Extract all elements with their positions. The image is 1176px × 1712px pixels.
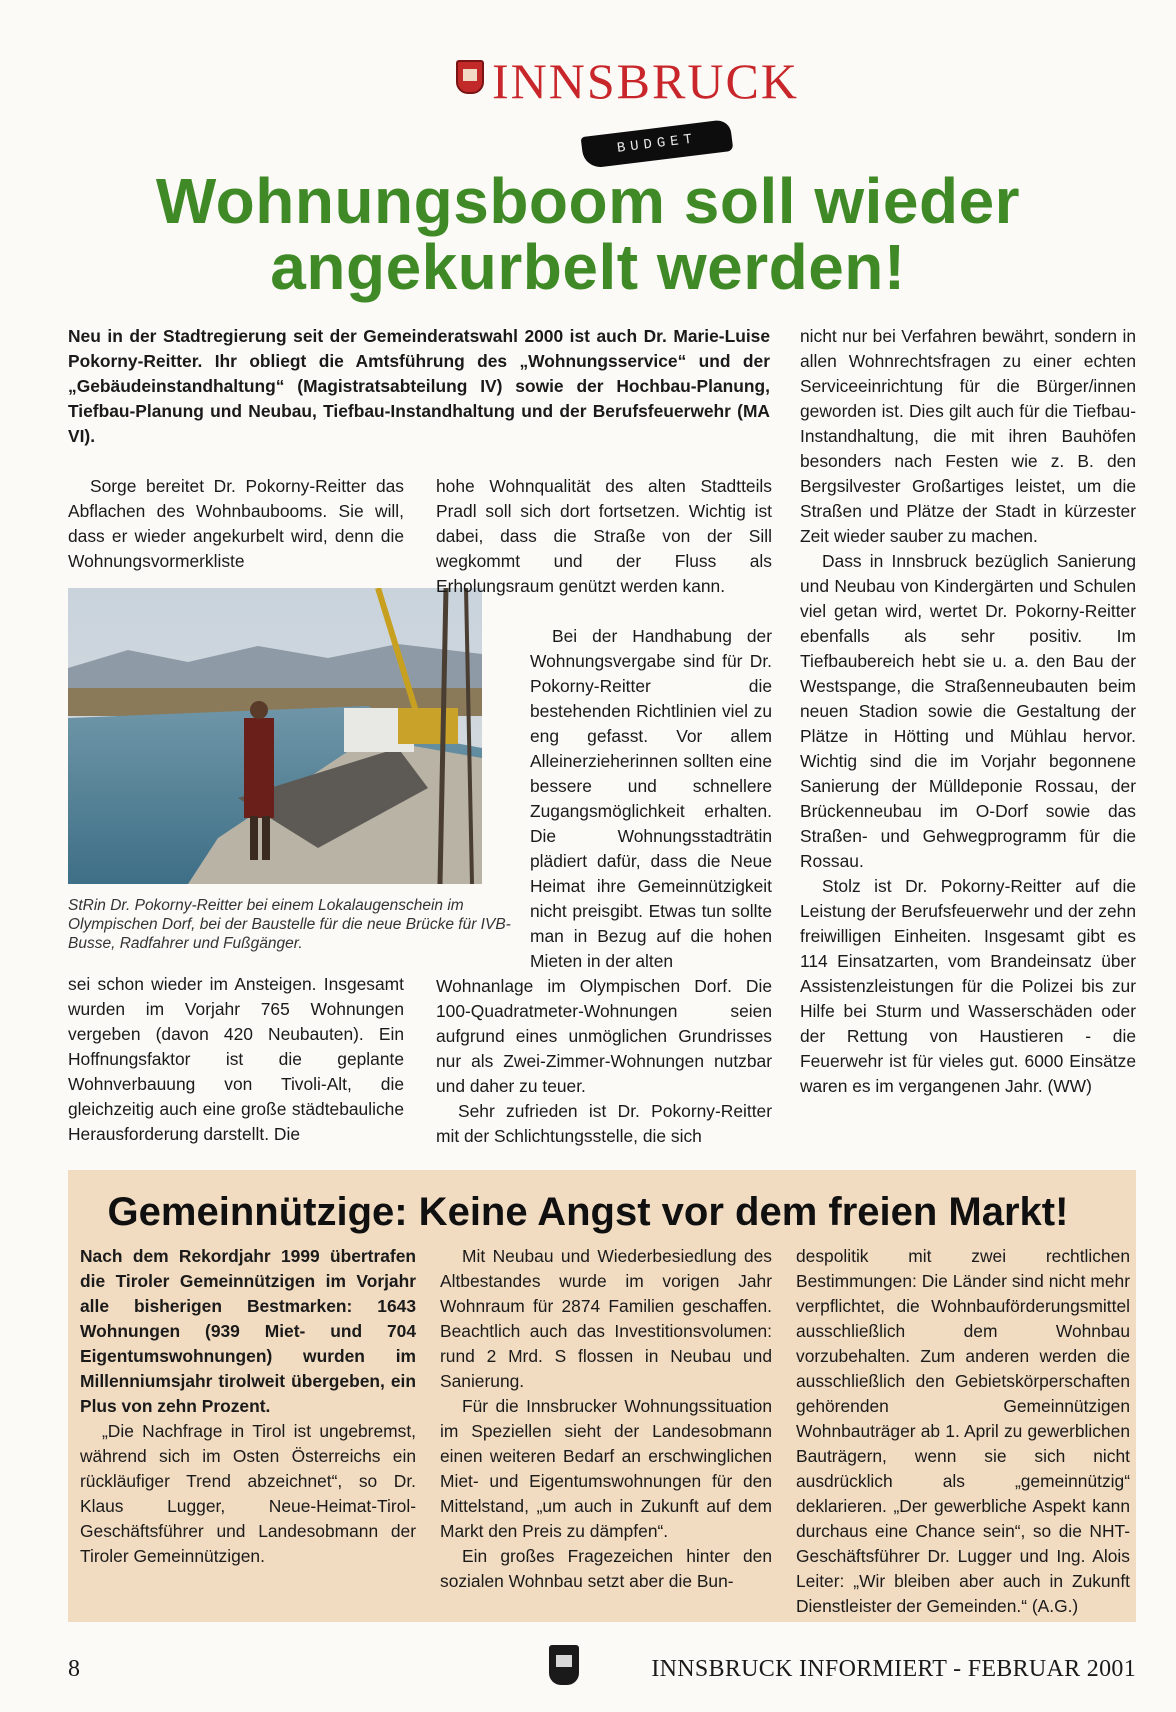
paragraph: Mit Neubau und Wiederbesiedlung des Altbestandes wurde im vorigen Jahr Wohnraum für 2874 Familien geschaffen. Beachtlich auch das Investitionsvolumen: rund 2 Mrd. S flossen in Neubau und Sanierung. bbox=[440, 1246, 772, 1391]
paragraph: Ein großes Fragezeichen hinter den sozialen Wohnbau setzt aber die Bun- bbox=[440, 1546, 772, 1591]
box-column-1 bbox=[80, 1244, 416, 1569]
article-column-2-bottom bbox=[436, 974, 772, 1149]
publication-footer: INNSBRUCK INFORMIERT - FEBRUAR 2001 bbox=[651, 1656, 1136, 1682]
paragraph: despolitik mit zwei rechtlichen Bestimmungen: Die Länder sind nicht mehr verpflichtet, die Wohnbauförderungsmittel ausschließlich dem Wohnbau vorzubehalten. Zum anderen werden die ausschließlich den Gebietskörperschaften gehörenden Gemeinnützigen Wohnbauträger ab 1. April zu gewerblichen Bauträgern, wenn sie sich nicht ausdrücklich als „gemeinnützig“ deklarieren. „Der gewerbliche Aspekt kann durchaus eine Chance sein“, so die NHT-Geschäftsführer Dr. Lugger und Ing. Alois Leiter: „Wir bleiben aber auch in Zukunft Dienstleister der Gemeinden.“ (A.G.) bbox=[796, 1246, 1130, 1616]
box-lead-paragraph: Nach dem Rekordjahr 1999 übertrafen die Tiroler Gemeinnützigen im Vorjahr alle bisherigen Bestmarken: 1643 Wohnungen (939 Miet- und 704 Eigentumswohnungen) wurden im Millenniumsjahr tirolweit übergeben, ein Plus von zehn Prozent. bbox=[80, 1246, 416, 1416]
sidebar-article-title: Gemeinnützige: Keine Angst vor dem freien Markt! bbox=[107, 1190, 1069, 1234]
article-column-2-mid bbox=[530, 624, 772, 974]
paragraph: Sehr zufrieden ist Dr. Pokorny-Reitter mit der Schlichtungsstelle, die sich bbox=[436, 1101, 772, 1146]
paragraph: sei schon wieder im Ansteigen. Insgesamt wurden im Vorjahr 765 Wohnungen vergeben (davon 420 Neubauten). Ein Hoffnungsfaktor ist die geplante Wohnverbauung von Tivoli-Alt, die gleichzeitig auch eine große städtebauliche Herausforderung darstellt. Die bbox=[68, 974, 404, 1144]
box-column-3 bbox=[796, 1244, 1130, 1619]
riverbank-photo-image bbox=[68, 588, 482, 884]
photo-caption: StRin Dr. Pokorny-Reitter bei einem Lokalaugenschein im Olympischen Dorf, bei der Baustelle für die neue Brücke für IVB-Busse, Radfahrer und Fußgänger. bbox=[68, 897, 511, 952]
headline-line-2: angekurbelt werden! bbox=[270, 231, 906, 303]
lead-paragraph: Neu in der Stadtregierung seit der Gemeinderatswahl 2000 ist auch Dr. Marie-Luise Pokorny-Reitter. Ihr obliegt die Amtsführung des „Wohnungsservice“ und der „Gebäudeinstandhaltung“ (Magistratsabteilung IV) sowie der Hochbau-Planung, Tiefbau-Planung und Neubau, Tiefbau-Instandhaltung und der Berufsfeuerwehr (MA VI). bbox=[68, 326, 770, 446]
paragraph: Sorge bereitet Dr. Pokorny-Reitter das Abflachen des Wohnbaubooms. Sie will, dass er wieder angekurbelt wird, denn die Wohnungsvormerkliste bbox=[68, 476, 404, 571]
paragraph: Dass in Innsbruck bezüglich Sanierung und Neubau von Kindergärten und Schulen viel getan wird, wertet Dr. Pokorny-Reitter ebenfalls als sehr positiv. Im Tiefbaubereich hebt sie u. a. den Bau der Westspange, die Straßenneubauten beim neuen Stadion sowie die Gestaltung der Plätze in Hötting und Mühlau hervor. Wichtig sind die im Vorjahr begonnene Sanierung der Mülldeponie Rossau, der Brückenneubau im O-Dorf sowie das Straßen- und Gehwegprogramm für die Rossau. bbox=[800, 551, 1136, 871]
article-photo bbox=[68, 588, 482, 884]
page-number: 8 bbox=[68, 1656, 80, 1682]
paragraph: hohe Wohnqualität des alten Stadtteils Pradl soll sich dort fortsetzen. Wichtig ist dabei, dass die Straße von der Sill wegkommt und der Fluss als Erholungsraum genützt werden kann. bbox=[436, 476, 772, 596]
paragraph: Wohnanlage im Olympischen Dorf. Die 100-Quadratmeter-Wohnungen seien aufgrund eines unmöglichen Grundrisses nur als Zwei-Zimmer-Wohnungen nutzbar und daher zu teuer. bbox=[436, 976, 772, 1096]
headline-line-1: Wohnungsboom soll wieder bbox=[155, 165, 1021, 237]
masthead-subtitle: BUDGET bbox=[581, 119, 734, 169]
article-column-3 bbox=[800, 324, 1136, 1099]
city-crest-footer-icon bbox=[549, 1645, 579, 1685]
masthead-title: INNSBRUCK bbox=[492, 53, 799, 109]
paragraph: nicht nur bei Verfahren bewährt, sondern in allen Wohnrechtsfragen zu einer echten Serviceeinrichtung für die Bürger/innen geworden ist. Dies gilt auch für die Tiefbau-Instandhaltung, die mit ihren Bauhöfen besonders nach Festen wie z. B. den Bergsilvester Großartiges leistet, um die Straßen und Plätze der Stadt in kürzester Zeit wieder sauber zu machen. bbox=[800, 326, 1136, 546]
paragraph: „Die Nachfrage in Tirol ist ungebremst, während sich im Osten Österreichs ein rückläufiger Trend abzeichnet“, so Dr. Klaus Lugger, Neue-Heimat-Tirol-Geschäftsführer und Landesobmann der Tiroler Gemeinnützigen. bbox=[80, 1421, 416, 1566]
paragraph: Bei der Handhabung der Wohnungsvergabe sind für Dr. Pokorny-Reitter die bestehenden Richtlinien viel zu eng gefasst. Vor allem Alleinerzieherinnen sollten eine bessere und schnellere Zugangsmöglichkeit erhalten. Die Wohnungsstadträtin plädiert dafür, dass die Neue Heimat ihre Gemeinnützigkeit nicht preisgibt. Etwas tun sollte man in Bezug auf die hohen Mieten in der alten bbox=[530, 626, 772, 971]
page-title bbox=[0, 165, 1176, 303]
article-column-2-top bbox=[436, 474, 772, 599]
city-crest-icon bbox=[456, 60, 484, 94]
article-column-1-bottom bbox=[68, 972, 404, 1147]
paragraph: Stolz ist Dr. Pokorny-Reitter auf die Leistung der Berufsfeuerwehr und der zehn freiwilligen Einheiten. Insgesamt gibt es 114 Einsatzarten, vom Brandeinsatz über Assistenzleistungen für die Polizei bis zur Hilfe bei Sturm und Wasserschäden oder der Rettung von Haustieren - die Feuerwehr ist für vieles gut. 6000 Einsätze waren es im vergangenen Jahr. (WW) bbox=[800, 876, 1136, 1096]
box-column-2 bbox=[440, 1244, 772, 1594]
paragraph: Für die Innsbrucker Wohnungssituation im Speziellen sieht der Landesobmann einen weiteren Bedarf an erschwinglichen Miet- und Eigentumswohnungen für den Mittelstand, „um auch in Zukunft auf dem Markt den Preis zu dämpfen“. bbox=[440, 1396, 772, 1541]
article-column-1-top bbox=[68, 474, 404, 574]
masthead bbox=[452, 50, 799, 157]
